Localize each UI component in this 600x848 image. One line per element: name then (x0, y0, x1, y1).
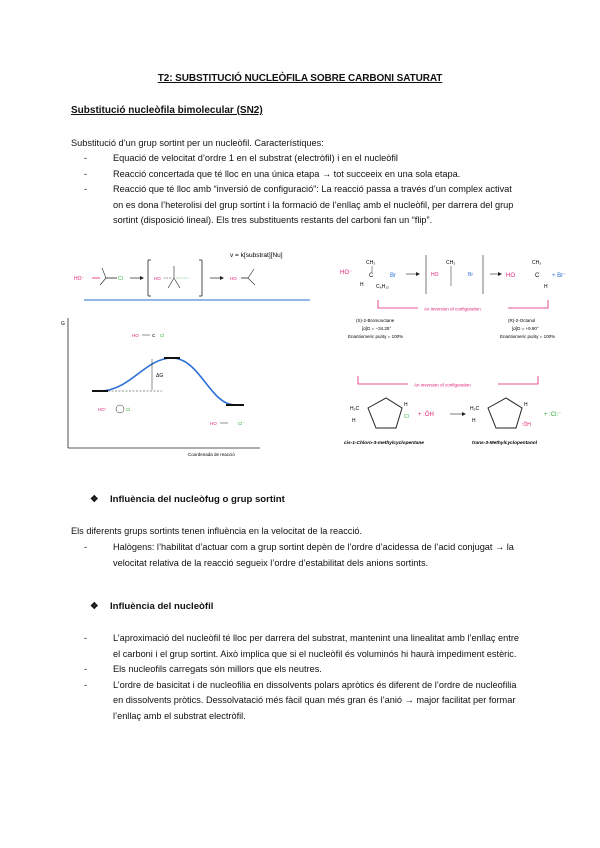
svg-text:C: C (152, 333, 156, 338)
svg-text:Cl⁻: Cl⁻ (238, 421, 245, 426)
sn2-characteristics-list (84, 151, 524, 229)
energy-axis-label: G (61, 321, 65, 327)
reaction-coordinate-label: Coordenada de reacció (188, 452, 235, 457)
svg-text:C₆H₁₃: C₆H₁₃ (376, 284, 389, 290)
list-item: - Reacció concertada que té lloc en una única etapa → tot succeeix en una sola etapa. (84, 168, 461, 179)
svg-text:H: H (472, 418, 476, 424)
list-item: - L’aproximació del nucleòfil té lloc per darrera del substrat, mantenint una linealitat amb l’enllaç entre el carboni i el grup sortint. Això implica que si el nucleòfil és voluminós hi haurà impediment estèric. (84, 633, 520, 659)
svg-text:Cl: Cl (404, 414, 409, 420)
delta-g-label: ΔG (156, 373, 164, 379)
svg-text:+ Br⁻: + Br⁻ (552, 273, 567, 279)
svg-text:HO: HO (506, 273, 515, 279)
svg-text:H: H (352, 418, 356, 424)
reactant2-name: cis-1-Chloro-3-methylcyclopentane (344, 441, 424, 446)
svg-text:H: H (544, 284, 548, 290)
list-item: - L’ordre de basicitat i de nucleofilia en dissolvents polars apròtics és diferent de l’ordre de nucleofilia en dissolvents pròtics. Dessolvatació més fàcil quan més gran és l’anió → major facilitat per formar l’enllaç amb el substrat electròfil. (84, 679, 517, 721)
section-heading-nucleophile: ❖ Influència del nucleòfil (90, 601, 214, 612)
nucleophile-list (84, 631, 524, 724)
inversion-octane-figure (338, 250, 583, 350)
svg-text:+ :ÖH: + :ÖH (418, 412, 434, 418)
svg-text:H: H (404, 402, 408, 408)
svg-text:Br: Br (468, 272, 473, 278)
page-title: T2: SUBSTITUCIÓ NUCLEÒFILA SOBRE CARBONI SATURAT (157, 73, 443, 84)
svg-text:HO: HO (210, 421, 217, 426)
svg-text:H: H (524, 402, 528, 408)
leaving-group-list (84, 540, 524, 571)
list-item: - Reacció que té lloc amb “inversió de configuració”: La reacció passa a través d’un complex activat on es dona l’heterolisi del grup sortint i la formació de l’enllaç amb el nucleòfil, per darrera del grup sortint (disposició lineal). Els tres substituents restants del carboni fan un “flip”. (84, 184, 514, 225)
section2-intro: Els diferents grups sortints tenen influència en la velocitat de la reacció. (71, 526, 363, 536)
svg-text::ÖH: :ÖH (522, 422, 531, 428)
reactant1-rotation: [α]D = −34.25° (362, 326, 392, 331)
product1-purity: Enantiomeric purity = 100% (500, 334, 556, 339)
reactant1-name: (S)-2-Bromooctane (356, 318, 395, 323)
svg-text:CH₃: CH₃ (532, 260, 542, 266)
list-item: - Els nucleofils carregats són millors que els neutres. (84, 664, 322, 674)
svg-text:H₃C: H₃C (470, 406, 480, 412)
inversion-label-1: An inversion of configuration (424, 306, 481, 312)
product1-name: (R)-2-Octanol (508, 318, 536, 323)
svg-text:HO: HO (431, 272, 439, 278)
list-item: - Equació de velocitat d’ordre 1 en el substrat (electròfil) i en el nucleòfil (84, 153, 398, 163)
list-item: - Halògens: l’habilitat d’actuar com a grup sortint depèn de l’ordre d’acidessa de l’acid conjugat → la velocitat relativa de la reacció segueix l’ordre d’estabilitat dels anions sortints. (84, 542, 514, 568)
svg-text:C: C (535, 273, 540, 279)
svg-text:CH₃: CH₃ (366, 260, 376, 266)
inversion-cyclopentane-figure (338, 368, 578, 463)
section-heading-sn2: Substitució nucleòfila bimolecular (SN2) (71, 105, 263, 116)
inversion-label-2: An inversion of configuration (414, 382, 471, 388)
svg-text:Cl: Cl (126, 407, 131, 412)
svg-text:H: H (360, 282, 364, 288)
sn2-mechanism-figure (72, 248, 322, 308)
svg-text:HO⁻: HO⁻ (340, 270, 353, 276)
svg-text:CH₃: CH₃ (446, 260, 456, 266)
svg-text:+ :Cl:⁻: + :Cl:⁻ (544, 412, 562, 418)
energy-profile-figure (60, 313, 270, 463)
svg-text:Cl: Cl (160, 333, 165, 338)
product2-name: trans-3-Methylcyclopentanol (472, 441, 538, 446)
diamond-bullet-icon: ❖ (90, 494, 99, 505)
leaving-group-br: Br (390, 273, 396, 279)
diamond-bullet-icon: ❖ (90, 601, 99, 612)
svg-text:HO⁻: HO⁻ (98, 407, 108, 412)
reactant1-purity: Enantiomeric purity = 100% (348, 334, 404, 339)
product1-rotation: [α]D = +9.90° (512, 326, 539, 331)
leaving-group-cl-1: Cl (118, 276, 123, 282)
nucleophile-1: HO⁻ (74, 276, 85, 282)
svg-text:H₃C: H₃C (350, 406, 360, 412)
svg-text:HO: HO (132, 333, 139, 338)
rate-law-label: v = k[substrat][Nu] (230, 252, 283, 259)
svg-text:HO: HO (230, 276, 237, 281)
section-heading-leaving-group: ❖ Influència del nucleòfug o grup sortint (90, 494, 285, 505)
svg-text:C: C (369, 273, 374, 279)
section-intro: Substitució d’un grup sortint per un nucleòfil. Característiques: (71, 138, 324, 148)
svg-text:HO: HO (154, 276, 161, 281)
